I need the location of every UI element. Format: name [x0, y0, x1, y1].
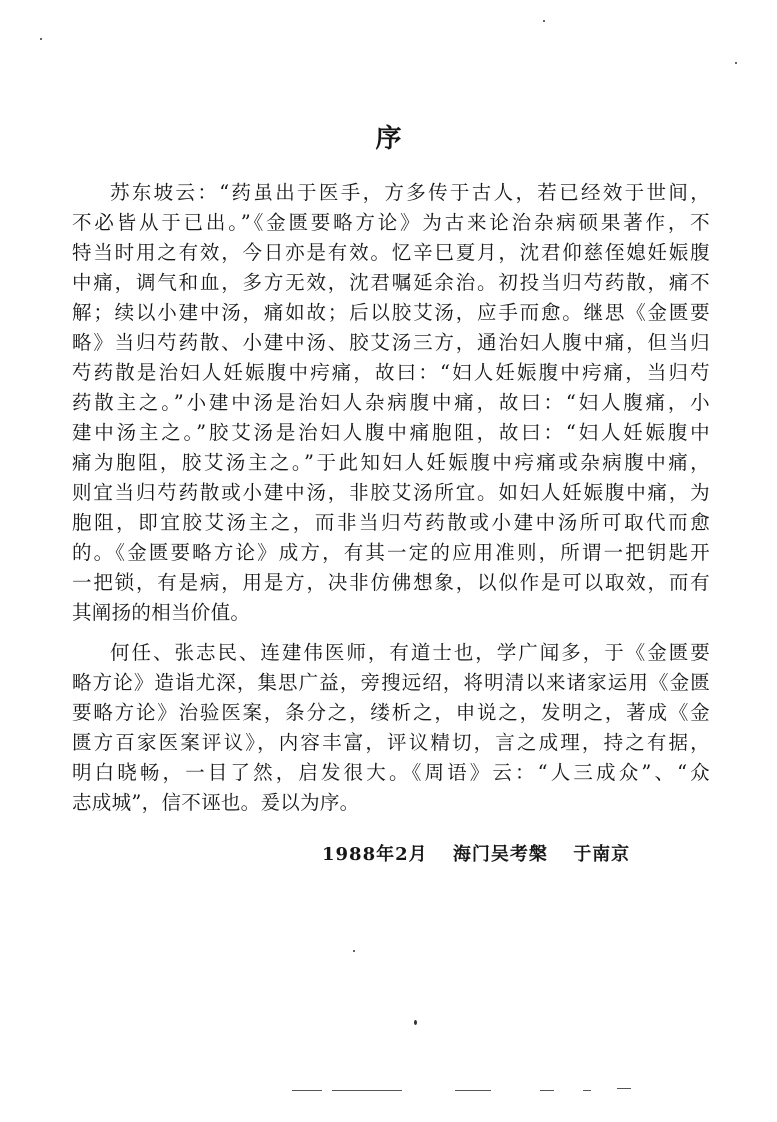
- text-line: 何任、张志民、连建伟医师，有道士也，学广闻多，于《金匮要: [110, 641, 710, 664]
- text-line: 要略方论》治验医案，条分之，缕析之，申说之，发明之，著成《金: [72, 701, 710, 724]
- scan-speck: [40, 38, 42, 40]
- scan-speck: [543, 20, 545, 22]
- paragraph-1: [72, 178, 710, 628]
- text-line: 特当时用之有效，今日亦是有效。忆辛巳夏月，沈君仰慈侄媳妊娠腹: [72, 241, 710, 264]
- paragraph-gap: [72, 628, 710, 638]
- text-line: 胞阻，即宜胶艾汤主之，而非当归芍药散或小建中汤所可取代而愈: [72, 511, 710, 534]
- text-line: 则宜当归芍药散或小建中汤，非胶艾汤所宜。如妇人妊娠腹中痛，为: [72, 481, 710, 504]
- scan-dash: [292, 1090, 322, 1091]
- text-line: 志成城”，信不诬也。爰以为序。: [72, 791, 360, 814]
- paragraph-2: [72, 638, 710, 818]
- text-line: 其阐扬的相当价值。: [72, 601, 251, 624]
- text-line: 略》当归芍药散、小建中汤、胶艾汤三方，通治妇人腹中痛，但当归: [72, 331, 710, 354]
- scan-dash: [455, 1090, 491, 1091]
- scan-speck: [353, 950, 355, 952]
- scan-speck: [414, 1020, 417, 1025]
- signature-place: 于南京: [573, 844, 631, 865]
- scan-dash: [332, 1090, 402, 1091]
- text-line: 苏东坡云：“药虽出于医手，方多传于古人，若已经效于世间，: [110, 181, 710, 204]
- preface-body: [72, 178, 710, 818]
- text-line: 一把锁，有是病，用是方，决非仿佛想象，以似作是可以取效，而有: [72, 571, 710, 594]
- page-title: 序: [375, 124, 402, 154]
- text-line: 解；续以小建中汤，痛如故；后以胶艾汤，应手而愈。继思《金匮要: [72, 301, 710, 324]
- signature-date: 1988年2月: [322, 844, 428, 865]
- text-line: 的。《金匮要略方论》成方，有其一定的应用准则，所谓一把钥匙开: [72, 541, 710, 564]
- text-line: 匮方百家医案评议》，内容丰富，评议精切，言之成理，持之有据，: [72, 731, 710, 754]
- text-line: 明白晓畅，一目了然，启发很大。《周语》云：“人三成众”、“众: [72, 761, 710, 784]
- signature-author: 海门吴考槃: [452, 844, 548, 865]
- scan-speck: [735, 62, 737, 64]
- text-line: 略方论》造诣尤深，集思广益，旁搜远绍，将明清以来诸家运用《金匮: [72, 671, 710, 694]
- text-line: 芍药散是治妇人妊娠腹中疞痛，故曰：“妇人妊娠腹中疞痛，当归芍: [72, 361, 710, 384]
- text-line: 药散主之。”小建中汤是治妇人杂病腹中痛，故曰：“妇人腹痛，小: [72, 391, 710, 414]
- scan-dash: [617, 1088, 631, 1089]
- scan-dash: [583, 1090, 591, 1091]
- text-line: 中痛，调气和血，多方无效，沈君嘱延余治。初投当归芍药散，痛不: [72, 271, 710, 294]
- text-line: 建中汤主之。”胶艾汤是治妇人腹中痛胞阻，故曰：“妇人妊娠腹中: [72, 421, 710, 444]
- scan-dash: [540, 1090, 554, 1091]
- text-line: 痛为胞阻，胶艾汤主之。”于此知妇人妊娠腹中疞痛或杂病腹中痛，: [72, 451, 710, 474]
- text-line: 不必皆从于已出。”《金匮要略方论》为古来论治杂病硕果著作，不: [72, 211, 710, 234]
- signature-line: [322, 840, 648, 866]
